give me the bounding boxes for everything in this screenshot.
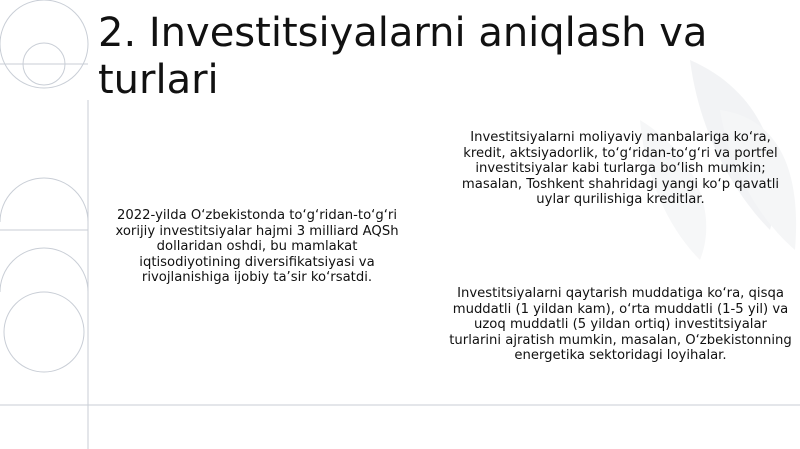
slide-title: 2. Investitsiyalarni aniqlash va turlari: [98, 10, 708, 103]
paragraph-top-right: Investitsiyalarni moliyaviy manbalariga ko‘ra, kredit, aktsiyadorlik, to‘g‘ridan-to‘g‘ri va portfel investitsiyalar kabi turlarga bo‘lish mumkin; masalan, Toshkent shahridagi yangi ko‘p qavatli uylar qurilishiga kreditlar.: [461, 130, 780, 208]
paragraph-left: 2022-yilda O‘zbekistonda to‘g‘ridan-to‘g‘ri xorijiy investitsiyalar hajmi 3 milliard AQSh dollaridan oshdi, bu mamlakat iqtisodiyotining diversifikatsiyasi va rivojlanishiga ijobiy ta’sir ko‘rsatdi.: [115, 208, 399, 286]
paragraph-bottom-right: Investitsiyalarni qaytarish muddatiga ko‘ra, qisqa muddatli (1 yildan kam), o‘rta muddatli (1-5 yil) va uzoq muddatli (5 yildan ortiq) investitsiyalar turlarini ajratish mumkin, masalan, O‘zbekistonning energetika sektoridagi loyihalar.: [449, 286, 792, 364]
